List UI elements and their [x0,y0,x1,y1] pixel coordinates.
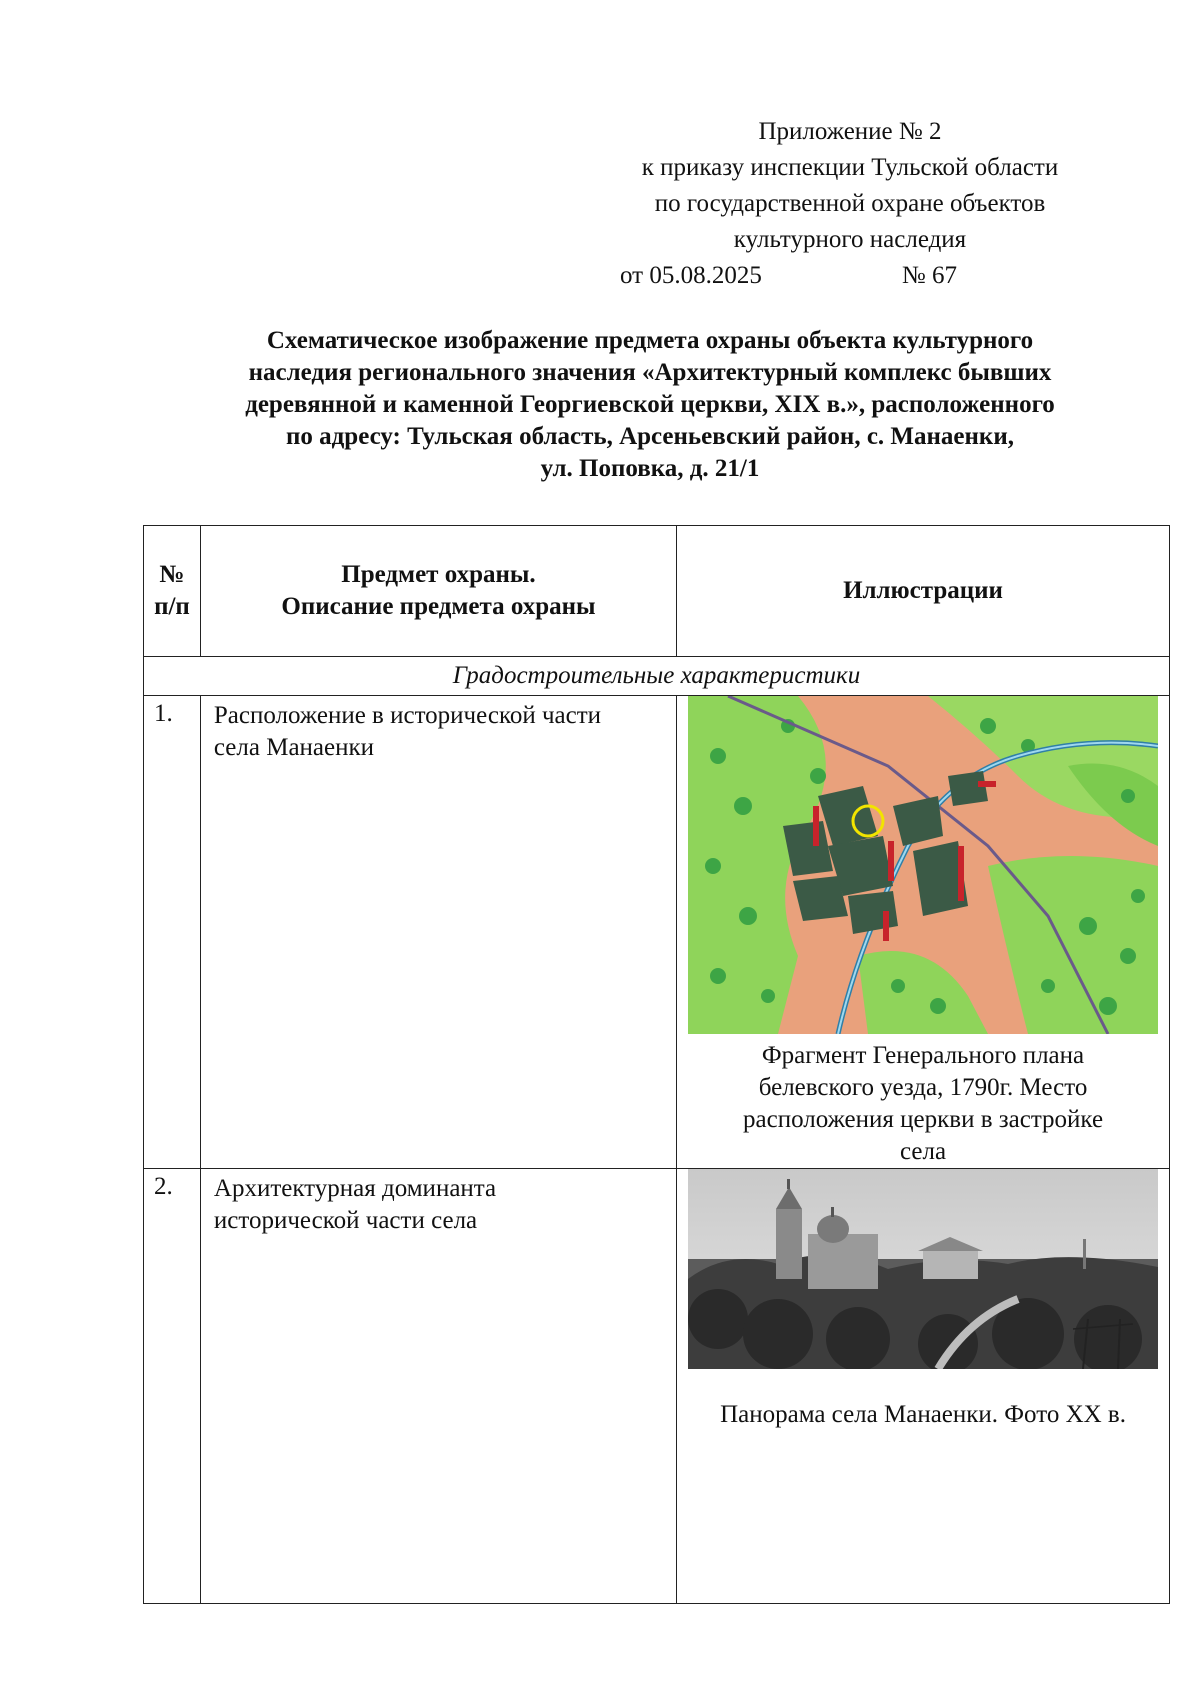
village-panorama-photo [688,1169,1158,1369]
header-line-2: к приказу инспекции Тульской области [641,154,1059,181]
map-caption: Фрагмент Генерального плана белевского уезда, 1790г. Место расположения церкви в застройке села [743,1042,1104,1165]
table-row [144,696,1170,1169]
header-date-line [560,258,1140,294]
header-line-4: культурного наследия [733,226,967,253]
row-description: Расположение в исторической части села Манаенки [200,696,676,1169]
photo-caption: Панорама села Манаенки. Фото XX в. [720,1401,1126,1428]
protection-table [143,525,1170,1604]
title-line-3: деревянной и каменной Георгиевской церкви, XIX в.», расположенного [245,391,1055,418]
section-row [144,657,1170,696]
row-number: 1. [144,696,201,1169]
document-title [150,325,1150,485]
section-title: Градостроительные характеристики [144,657,1170,696]
col-header-number: № п/п [144,526,201,657]
table-header-row [144,526,1170,657]
col-header-illustrations: Иллюстрации [677,526,1170,657]
row-illustration [677,696,1170,1169]
header-line-3: по государственной охране объектов [654,190,1046,217]
row-description: Архитектурная доминанта исторической части села [200,1169,676,1604]
title-line-4: по адресу: Тульская область, Арсеньевский район, с. Манаенки, [286,423,1014,450]
historical-map-image [688,696,1158,1034]
title-line-1: Схематическое изображение предмета охраны объекта культурного [266,327,1034,354]
row-number: 2. [144,1169,201,1604]
header-line-1: Приложение № 2 [758,118,942,145]
row-illustration [677,1169,1170,1604]
order-number: № 67 [901,262,957,289]
col-header-subject: Предмет охраны. Описание предмета охраны [200,526,676,657]
title-line-2: наследия регионального значения «Архитектурный комплекс бывших [248,359,1052,386]
table-row [144,1169,1170,1604]
order-date: от 05.08.2025 [620,262,762,289]
title-line-5: ул. Поповка, д. 21/1 [540,455,760,482]
order-header [560,114,1140,294]
